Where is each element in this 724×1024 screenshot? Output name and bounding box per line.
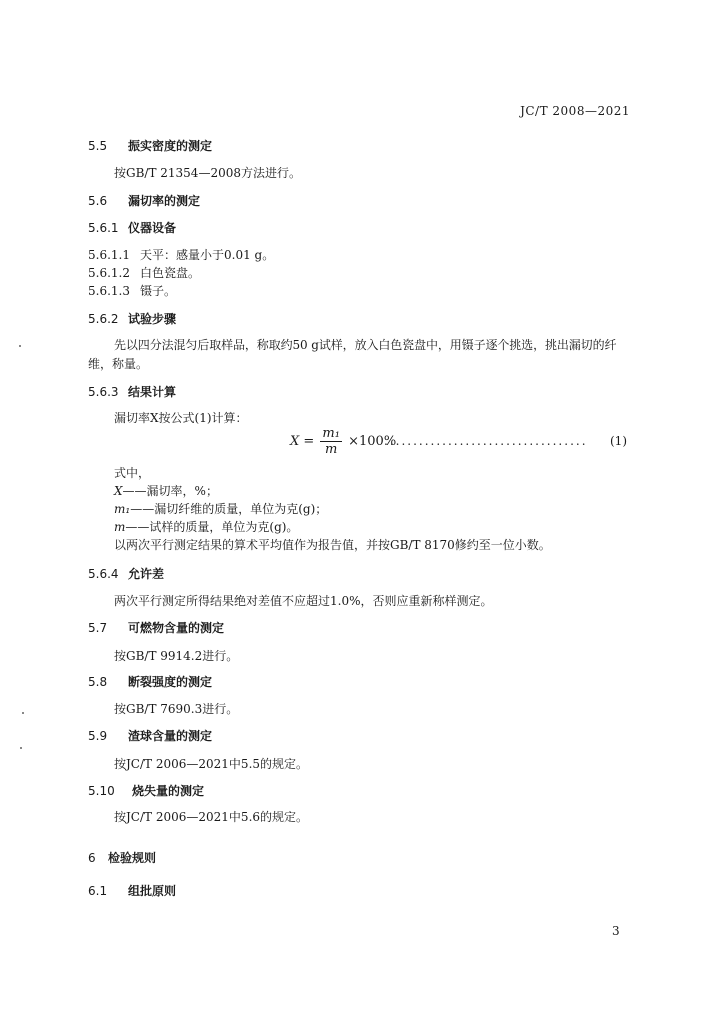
heading-5-5 <box>88 137 212 154</box>
body-5-9: 按JC/T 2006—2021中5.5的规定。 <box>114 757 309 771</box>
result-rule: 以两次平行测定结果的算术平均值作为报告值，并按GB/T 8170修约至一位小数。 <box>114 538 551 552</box>
section-title: 可燃物含量的测定 <box>128 621 225 635</box>
body-5-5: 按GB/T 21354—2008方法进行。 <box>114 166 301 180</box>
scan-speck <box>19 345 21 347</box>
body-5-6-4: 两次平行测定所得结果绝对差值不应超过1.0%，否则应重新称样测定。 <box>114 594 493 608</box>
section-number: 6.1 <box>88 884 108 898</box>
section-number: 5.5 <box>88 139 108 153</box>
heading-5-6-2 <box>88 310 176 327</box>
formula-1 <box>290 426 396 457</box>
def-symbol: X <box>114 484 123 498</box>
heading-6 <box>88 849 156 866</box>
section-title: 检验规则 <box>108 851 157 865</box>
section-title: 烧失量的测定 <box>132 784 205 798</box>
standard-code: JC/T 2008—2021 <box>520 104 630 118</box>
formula-leader-dots: ................................... <box>384 434 588 448</box>
item-text: 白色瓷盘。 <box>140 266 201 280</box>
heading-5-6-3 <box>88 383 176 400</box>
formula-fraction <box>320 426 342 457</box>
def-text: ——漏切纤维的质量，单位为克(g)； <box>130 502 328 516</box>
item-number: 5.6.1.1 <box>88 248 130 262</box>
body-5-6-2-line2: 维，称量。 <box>88 357 149 371</box>
section-title: 组批原则 <box>128 884 177 898</box>
section-title: 漏切率的测定 <box>128 194 201 208</box>
body-5-8: 按GB/T 7690.3进行。 <box>114 702 239 716</box>
heading-5-9 <box>88 727 212 744</box>
heading-5-7 <box>88 619 224 636</box>
section-number: 5.8 <box>88 675 108 689</box>
formula-rhs: ×100% <box>348 434 397 449</box>
item-5-6-1-3 <box>88 282 176 299</box>
def-m <box>114 518 298 535</box>
section-title: 试验步骤 <box>128 312 177 326</box>
item-text: 镊子。 <box>140 284 177 298</box>
formula-lhs: X = <box>290 434 315 449</box>
heading-5-10 <box>88 782 204 799</box>
section-number: 5.6.4 <box>88 567 119 581</box>
item-5-6-1-1 <box>88 246 274 263</box>
heading-5-6-4 <box>88 565 164 582</box>
def-text: ——试样的质量，单位为克(g)。 <box>125 520 299 534</box>
heading-5-6-1 <box>88 219 176 236</box>
item-5-6-1-2 <box>88 264 200 281</box>
where-label: 式中， <box>114 466 151 480</box>
section-number: 5.9 <box>88 729 108 743</box>
def-text: ——漏切率，%； <box>122 484 218 498</box>
item-text: 天平：感量小于0.01 g。 <box>140 248 275 262</box>
scan-speck <box>20 747 22 749</box>
formula-number: (1) <box>610 434 627 448</box>
section-title: 振实密度的测定 <box>128 139 213 153</box>
scan-speck <box>22 712 24 714</box>
section-number: 5.6 <box>88 194 108 208</box>
section-number: 5.6.2 <box>88 312 119 326</box>
heading-6-1 <box>88 882 176 899</box>
section-number: 5.6.3 <box>88 385 119 399</box>
formula-numerator: m₁ <box>322 426 340 441</box>
heading-5-6 <box>88 192 200 209</box>
page-number: 3 <box>612 924 620 938</box>
def-x <box>114 482 218 499</box>
section-title: 断裂强度的测定 <box>128 675 213 689</box>
def-m1 <box>114 500 327 517</box>
formula-intro: 漏切率X按公式(1)计算： <box>114 411 248 425</box>
body-5-10: 按JC/T 2006—2021中5.6的规定。 <box>114 810 309 824</box>
section-title: 仪器设备 <box>128 221 177 235</box>
section-number: 5.6.1 <box>88 221 119 235</box>
section-title: 渣球含量的测定 <box>128 729 213 743</box>
section-number: 5.7 <box>88 621 108 635</box>
def-symbol: m <box>114 520 126 534</box>
section-title: 允许差 <box>128 567 165 581</box>
heading-5-8 <box>88 673 212 690</box>
body-5-6-2-line1: 先以四分法混匀后取样品，称取约50 g试样，放入白色瓷盘中，用镊子逐个挑选，挑出漏切的纤 <box>114 338 617 352</box>
section-title: 结果计算 <box>128 385 177 399</box>
section-number: 5.10 <box>88 784 115 798</box>
item-number: 5.6.1.2 <box>88 266 130 280</box>
section-number: 6 <box>88 851 96 865</box>
body-5-7: 按GB/T 9914.2进行。 <box>114 649 239 663</box>
item-number: 5.6.1.3 <box>88 284 130 298</box>
formula-denominator: m <box>325 442 338 457</box>
def-symbol: m₁ <box>114 502 131 516</box>
